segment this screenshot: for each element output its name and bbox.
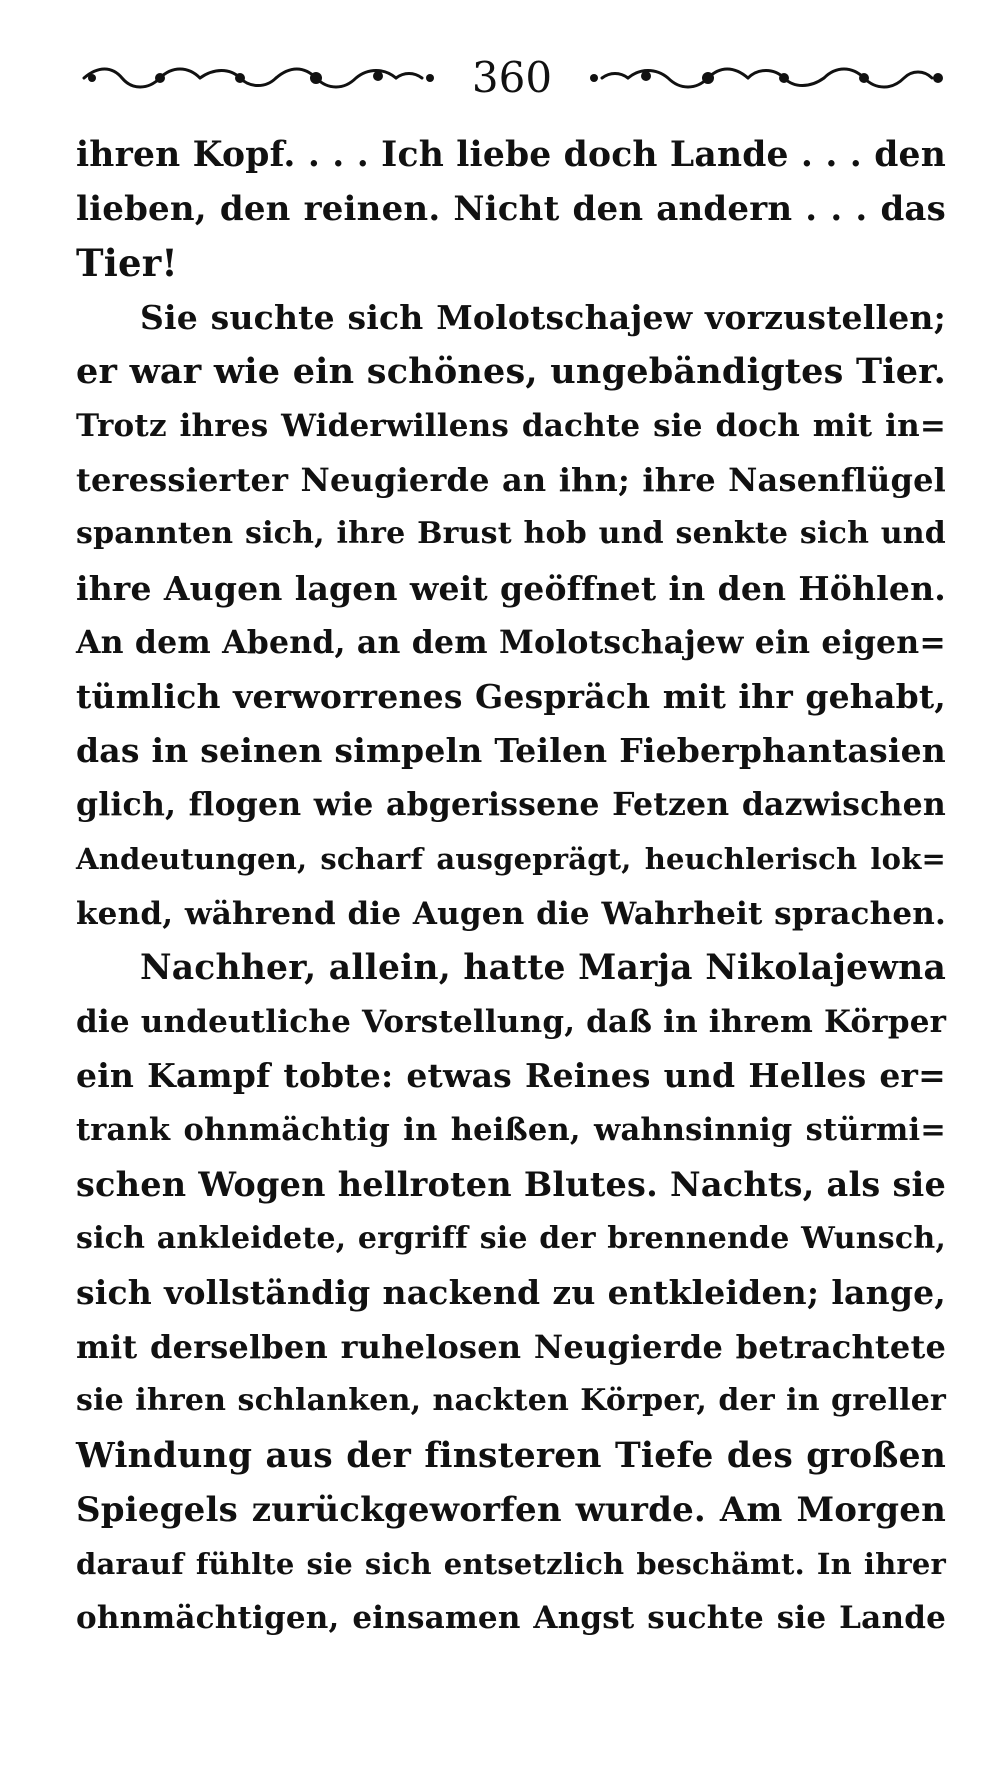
text-line: lieben, den reinen. Nicht den andern . . . das [76, 189, 946, 230]
ornament-flourish-right-icon [586, 62, 946, 92]
body-text [76, 128, 946, 1645]
text-line: er war wie ein schönes, ungebändigtes Tier. [76, 350, 946, 392]
text-line: die undeutliche Vorstellung, daß in ihrem Körper [76, 1004, 947, 1040]
page-header [78, 48, 946, 108]
text-line: An dem Abend, an dem Molotschajew ein eigen= [76, 623, 946, 661]
text-line: mit derselben ruhelosen Neugierde betrachtete [76, 1328, 946, 1367]
text-line: tümlich verworrenes Gespräch mit ihr gehabt, [76, 676, 946, 716]
text-line: sich vollständig nackend zu entkleiden; lange, [76, 1272, 946, 1312]
text-line: Andeutungen, scharf ausgeprägt, heuchlerisch lok= [76, 842, 946, 877]
text-line: teressierter Neugierde an ihn; ihre Nasenflügel [76, 461, 946, 500]
text-line: Spiegels zurückgeworfen wurde. Am Morgen [76, 1489, 946, 1530]
text-line: Windung aus der finsteren Tiefe des großen [76, 1435, 946, 1476]
text-line: ohnmächtigen, einsamen Angst suchte sie Lande [76, 1600, 946, 1637]
text-line: Tier! [76, 241, 178, 286]
text-line: Sie suchte sich Molotschajew vorzustellen; [140, 297, 946, 337]
text-line: sie ihren schlanken, nackten Körper, der in greller [76, 1383, 946, 1419]
text-line: glich, flogen wie abgerissene Fetzen dazwischen [76, 786, 946, 824]
text-line: ihren Kopf. . . . Ich liebe doch Lande . . . den [76, 135, 946, 175]
text-line: Trotz ihres Widerwillens dachte sie doch mit in= [76, 407, 946, 444]
text-line: Nachher, allein, hatte Marja Nikolajewna [140, 947, 946, 988]
text-line: ein Kampf tobte: etwas Reines und Helles er= [76, 1056, 946, 1096]
text-line: sich ankleidete, ergriff sie der brennende Wunsch, [76, 1220, 946, 1256]
text-line: ihre Augen lagen weit geöffnet in den Höhlen. [76, 568, 946, 608]
text-line: spannten sich, ihre Brust hob und senkte sich und [76, 516, 946, 552]
text-line: das in seinen simpeln Teilen Fieberphantasien [76, 731, 946, 771]
text-line: schen Wogen hellroten Blutes. Nachts, als sie [76, 1164, 946, 1204]
page-number: 360 [471, 53, 553, 102]
text-line: kend, während die Augen die Wahrheit sprachen. [76, 895, 946, 932]
text-line: trank ohnmächtig in heißen, wahnsinnig stürmi= [76, 1112, 946, 1149]
text-line: darauf fühlte sie sich entsetzlich beschämt. In ihrer [76, 1546, 946, 1581]
ornament-flourish-left-icon [78, 62, 438, 92]
